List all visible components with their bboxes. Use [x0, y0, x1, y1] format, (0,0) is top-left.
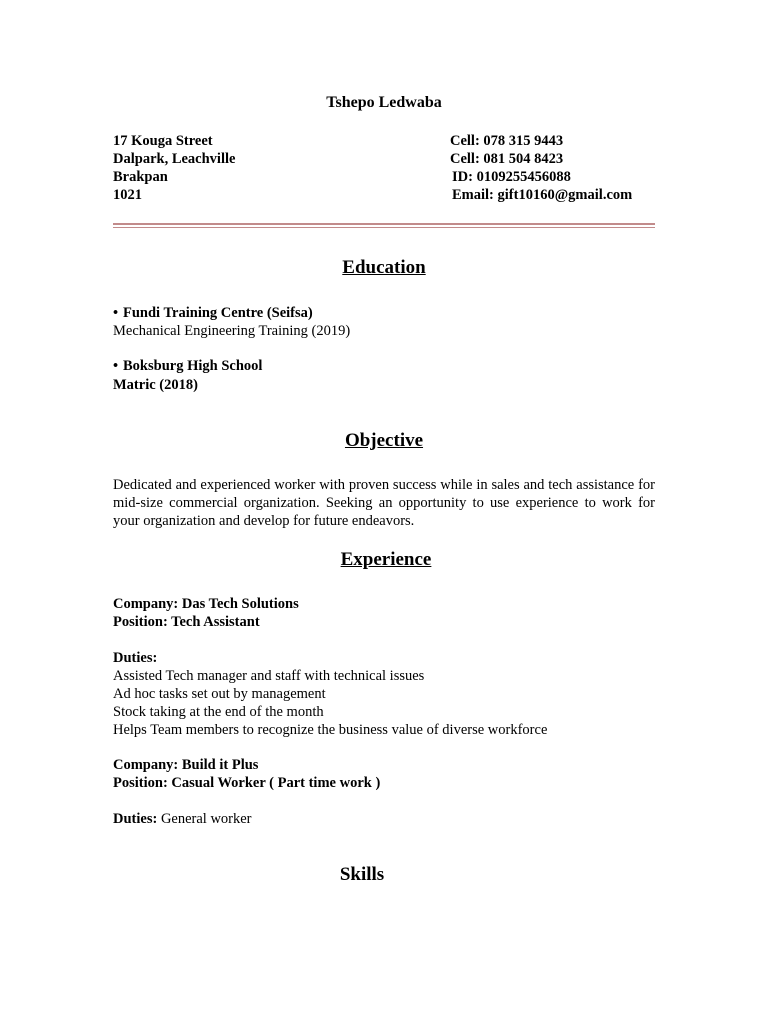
duty-item: General worker	[160, 811, 252, 827]
objective-text: Dedicated and experienced worker with proven success while in sales and tech assistance for mid-size commercial organization. Seeking an opportunity to use experience to work for your organization and develop for future endeavors.	[113, 477, 655, 529]
address-line: Brakpan	[113, 169, 168, 185]
duty-item: Helps Team members to recognize the business value of diverse workforce	[113, 722, 548, 738]
job-position: Position: Tech Assistant	[113, 614, 260, 630]
bullet-icon: •	[113, 305, 119, 321]
contact-email: Email: gift10160@gmail.com	[452, 187, 633, 203]
education-heading: Education	[342, 257, 426, 278]
duties-label: Duties:	[113, 811, 158, 827]
contact-block	[450, 132, 632, 204]
experience-heading: Experience	[340, 549, 432, 570]
institution-name: Boksburg High School	[123, 358, 263, 374]
job-position: Position: Casual Worker ( Part time work )	[113, 775, 381, 791]
address-line: 1021	[113, 187, 142, 203]
address-line: 17 Kouga Street	[113, 133, 213, 149]
header-divider-top	[113, 223, 655, 225]
education-institution	[113, 357, 262, 375]
address-line: Dalpark, Leachville	[113, 151, 236, 167]
contact-cell-2: Cell: 081 504 8423	[450, 151, 564, 167]
objective-heading: Objective	[344, 430, 424, 451]
applicant-name: Tshepo Ledwaba	[326, 94, 442, 111]
duties-label: Duties:	[113, 650, 158, 666]
institution-name: Fundi Training Centre (Seifsa)	[123, 305, 313, 321]
contact-id: ID: 0109255456088	[452, 169, 571, 185]
duties-inline	[113, 810, 252, 828]
skills-heading: Skills	[339, 864, 385, 885]
contact-cell-1: Cell: 078 315 9443	[450, 133, 564, 149]
education-detail: Matric (2018)	[113, 377, 198, 393]
education-institution	[113, 304, 313, 322]
duty-item: Assisted Tech manager and staff with technical issues	[113, 668, 425, 684]
education-detail: Mechanical Engineering Training (2019)	[113, 323, 351, 339]
header-divider-bottom	[113, 227, 655, 228]
duty-item: Stock taking at the end of the month	[113, 704, 324, 720]
address-block	[113, 132, 235, 204]
bullet-icon: •	[113, 358, 119, 374]
duties-list	[113, 667, 547, 739]
job-company: Company: Build it Plus	[113, 757, 259, 773]
duty-item: Ad hoc tasks set out by management	[113, 686, 326, 702]
job-company: Company: Das Tech Solutions	[113, 596, 299, 612]
